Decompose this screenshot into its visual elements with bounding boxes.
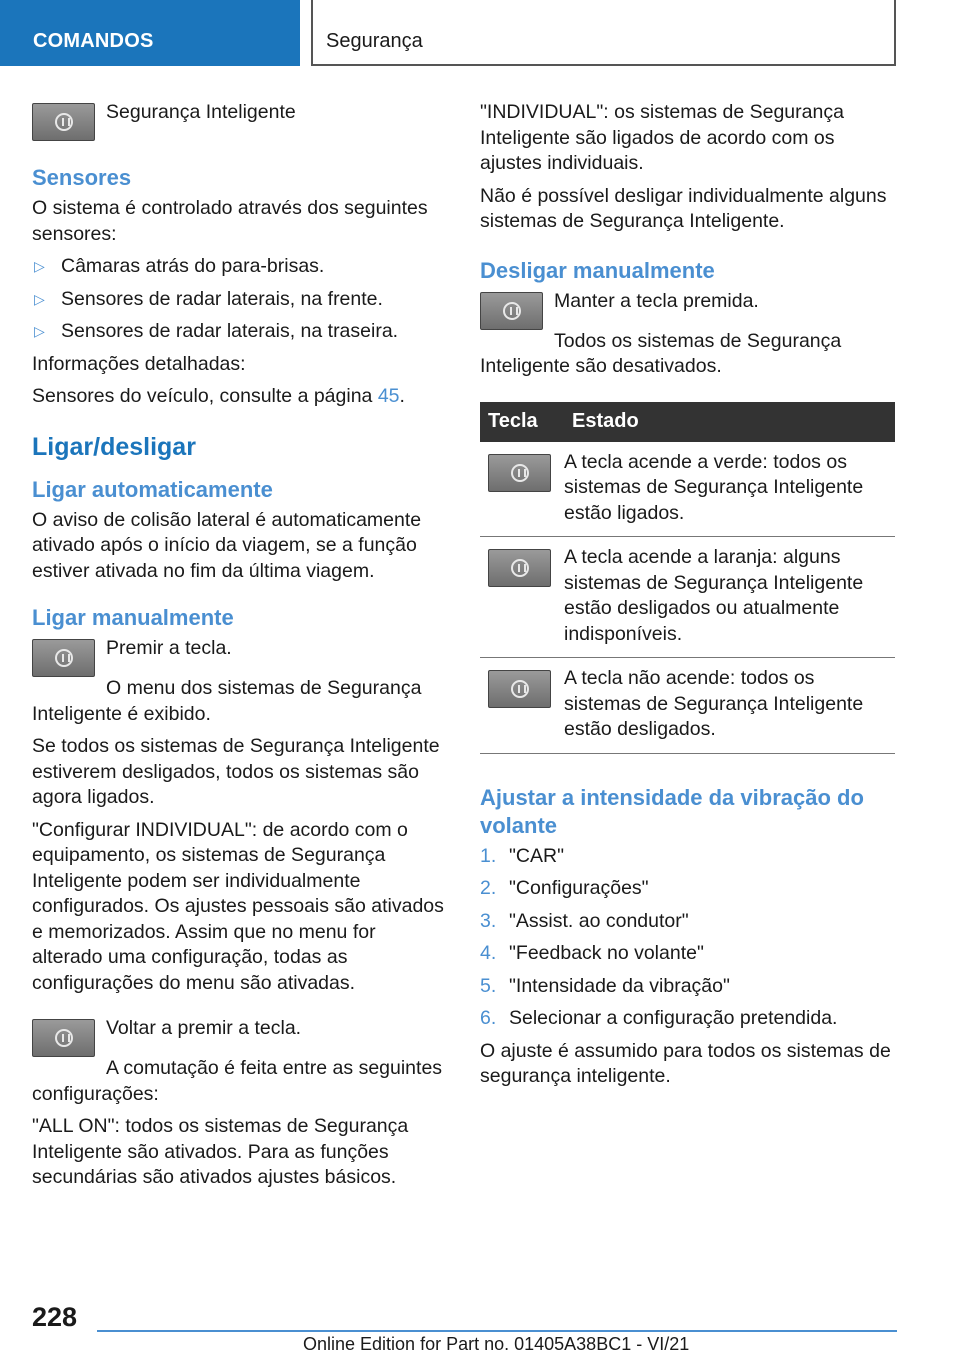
page-reference (32, 384, 447, 410)
individual-text: "INDIVIDUAL": os sistemas de Segurança Inteligente são ligados de acordo com os ajustes individuais. (480, 101, 844, 174)
manual-step-1: Premir a tecla. (106, 637, 232, 659)
column-header-key: Tecla (480, 402, 564, 442)
info-label: Informações detalhadas: (32, 352, 246, 375)
not-possible-text: Não é possível desligar individualmente alguns sistemas de Segurança Inteligente. (480, 184, 887, 232)
page-number: 228 (32, 1302, 78, 1332)
step-number: 3. (480, 909, 497, 932)
state-cell: A tecla acende a verde: todos os sistemas de Segurança Inteligente estão ligados. (564, 442, 895, 537)
manual-step-2-text: O menu dos sistemas de Segurança Inteligente é exibido. (32, 677, 422, 725)
edition-text: Online Edition for Part no. 01405A38BC1 - VI/21 (303, 1334, 690, 1354)
step-number: 2. (480, 877, 497, 899)
steering-assist-icon (55, 649, 73, 667)
again-key-row (32, 1016, 447, 1056)
heading-sensores: Sensores (32, 165, 132, 190)
steering-assist-icon (55, 113, 73, 131)
steering-assist-icon (55, 1029, 73, 1047)
list-item (480, 1006, 895, 1032)
list-item-text: Sensores de radar laterais, na frente. (61, 287, 383, 310)
triangle-bullet-icon: ▷ (34, 323, 45, 339)
safety-button-image (488, 454, 551, 492)
step-number: 4. (480, 942, 497, 964)
list-item (32, 319, 447, 345)
state-cell: A tecla acende a laranja: alguns sistemas de Segurança Inteligente estão desligados ou atualmente indisponíveis. (564, 537, 895, 658)
auto-text: O aviso de colisão lateral é automaticamente ativado após o início da viagem, se a função estiver ativada no fim da última viagem. (32, 508, 422, 582)
page-header (0, 0, 960, 66)
manual-key-row (32, 636, 447, 676)
list-item (480, 909, 895, 935)
table-row (480, 658, 895, 754)
off-step-1: Manter a tecla premida. (554, 289, 759, 312)
list-item (480, 941, 895, 967)
intro-key-row (32, 100, 447, 140)
list-item (480, 844, 895, 870)
reference-text: Sensores do veículo, consulte a página (32, 385, 378, 407)
off-step-2-text: Todos os sistemas de Segurança Inteligente são desativados. (480, 329, 842, 377)
safety-button-image (480, 292, 543, 330)
page-link[interactable]: 45 (377, 385, 400, 407)
step-text: Selecionar a configuração pretendida. (509, 1007, 838, 1029)
config-text: "Configurar INDIVIDUAL": de acordo com o equipamento, os sistemas de Segurança Inteligente podem ser individualmente configurados. Os ajustes pessoais são ativados e memorizados. Assim que no menu for alterado uma configuração, todas as configurações do menu são ativadas. (32, 818, 444, 994)
left-column (32, 100, 447, 1198)
steering-assist-icon (503, 302, 521, 320)
steering-assist-icon (511, 559, 529, 577)
footer-divider (97, 1330, 897, 1332)
list-item-text: Câmaras atrás do para-brisas. (61, 255, 325, 277)
heading-ligar-auto: Ligar automaticamente (32, 476, 273, 502)
list-item (32, 254, 447, 280)
vibration-steps (480, 844, 895, 1032)
key-cell (480, 442, 564, 537)
triangle-bullet-icon: ▷ (34, 290, 45, 307)
step-text: "Assist. ao condutor" (509, 909, 689, 932)
step-text: "Configurações" (509, 877, 649, 899)
heading-ligar-desligar: Ligar/desligar (32, 432, 196, 461)
safety-button-image (32, 639, 95, 677)
safety-button-image (32, 1019, 95, 1057)
step-number: 1. (480, 844, 497, 867)
column-header-state: Estado (564, 402, 895, 442)
off-key-row (480, 289, 895, 329)
steering-assist-icon (511, 680, 529, 698)
key-cell (480, 537, 564, 658)
all-off-text: Se todos os sistemas de Segurança Inteligente estiverem desligados, todos os sistemas são agora ligados. (32, 735, 440, 808)
again-step-1: Voltar a premir a tecla. (106, 1017, 302, 1039)
sensores-intro: O sistema é controlado através dos seguintes sensores: (32, 197, 428, 245)
step-text: "Feedback no volante" (509, 942, 704, 964)
chapter-tab: COMANDOS (0, 0, 300, 66)
off-step-2 (480, 329, 895, 380)
safety-button-image (488, 670, 551, 708)
step-number: 5. (480, 974, 497, 997)
intro-key-label: Segurança Inteligente (106, 101, 296, 123)
step-text: "CAR" (509, 844, 565, 867)
safety-button-image (488, 549, 551, 587)
section-title: Segurança (311, 0, 896, 66)
key-cell (480, 658, 564, 754)
vibration-end-text: O ajuste é assumido para todos os sistemas de segurança inteligente. (480, 1039, 891, 1087)
table-row (480, 442, 895, 537)
sensor-list (32, 254, 447, 345)
key-state-table (480, 402, 895, 754)
list-item (32, 287, 447, 313)
heading-vibration: Ajustar a intensidade da vibração do volante (480, 784, 864, 838)
heading-desligar-manual: Desligar manualmente (480, 257, 715, 283)
right-column (480, 100, 895, 1097)
all-on-text: "ALL ON": todos os sistemas de Segurança Inteligente são ativados. Para as funções secundárias são ativados ajustes básicos. (32, 1115, 409, 1188)
again-step-2-text: A comutação é feita entre as seguintes configurações: (32, 1057, 443, 1105)
reference-end: . (399, 385, 405, 407)
table-row (480, 537, 895, 658)
table-header-row (480, 402, 895, 442)
list-item (480, 974, 895, 1000)
list-item (480, 876, 895, 902)
step-text: "Intensidade da vibração" (509, 974, 730, 997)
heading-ligar-manual: Ligar manualmente (32, 605, 234, 630)
step-number: 6. (480, 1007, 497, 1029)
steering-assist-icon (511, 464, 529, 482)
safety-button-image (32, 103, 95, 141)
manual-step-2 (32, 676, 447, 727)
state-cell: A tecla não acende: todos os sistemas de Segurança Inteligente estão desligados. (564, 658, 895, 754)
again-step-2 (32, 1056, 447, 1107)
triangle-bullet-icon: ▷ (34, 258, 45, 274)
list-item-text: Sensores de radar laterais, na traseira. (61, 320, 399, 342)
